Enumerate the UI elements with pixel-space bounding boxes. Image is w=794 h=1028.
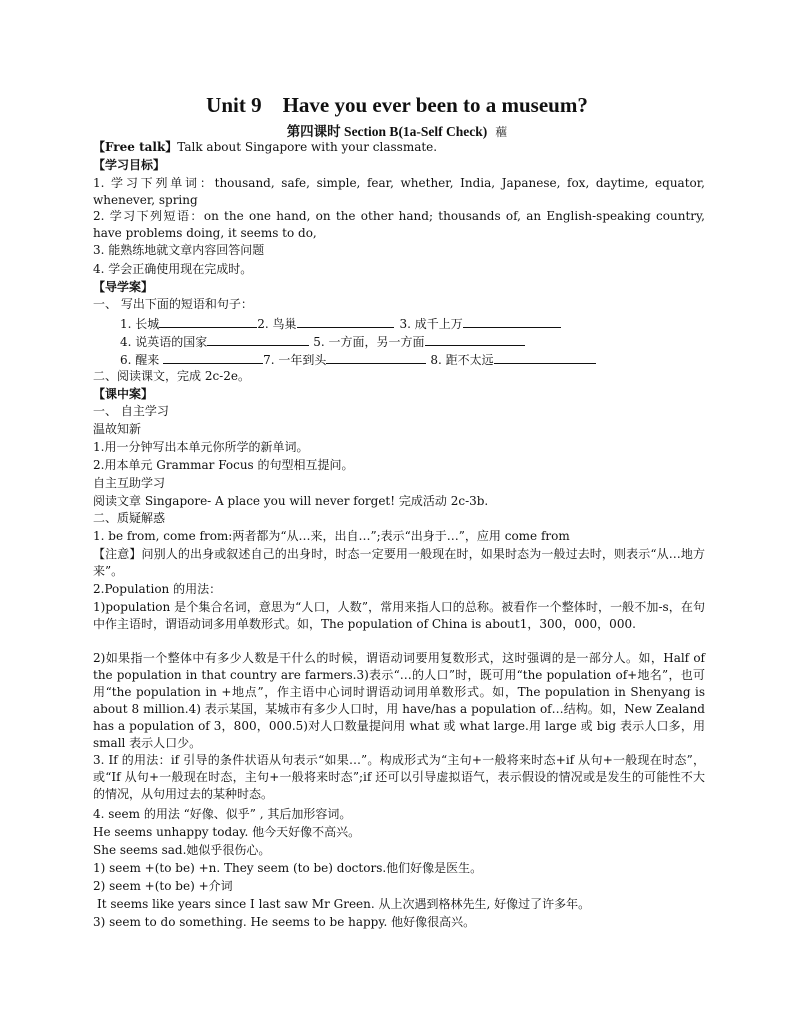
review-item: 1.用一分钟写出本单元你所学的新单词。 — [93, 440, 309, 454]
answer-blank[interactable] — [207, 332, 309, 346]
answer-blank[interactable] — [163, 350, 263, 364]
note: 【注意】问别人的出身或叙述自己的出身时，时态一定要用一般现在时，如果时态为一般过去时，则表示“从…地方来”。 — [93, 547, 705, 578]
exercise-row — [120, 332, 732, 351]
answer-blank[interactable] — [425, 332, 525, 346]
point-2-paragraph-2: 2)如果指一个整体中有多少人数是干什么的时候，谓语动词要用复数形式，这时强调的是一部分人。如，Half of the population in that country are farmers.3)表示“…的人口”时，既可用“the population of+地名”，也可用“the population in +地点”，作主语中心词时谓语动词用单数形式。如，The population in Shenyang is about 8 million.4) 表示某国，某城市有多少人口时，用 have/has a population of…结构。如，New Zealand has a population of 3，800，000.5)对人口数量提问用 what 或 what large.用 large 或 big 表示人口多，用 small 表示人口少。 — [93, 651, 705, 750]
answer-blank[interactable] — [159, 314, 257, 328]
example-line: He seems unhappy today. 他今天好像不高兴。 — [93, 825, 361, 839]
point-1: 1. be from, come from:两者都为“从…来，出自…”;表示“出身于…”，应用 come from — [93, 529, 570, 543]
example-line: 3) seem to do something. He seems to be happy. 他好像很高兴。 — [93, 915, 476, 929]
coop-text: 阅读文章 Singapore- A place you will never forget! 完成活动 2c-3b. — [93, 494, 489, 508]
free-talk-label: 【Free talk】 — [93, 140, 178, 154]
exercise-item: 8. 距不太远 — [430, 353, 494, 367]
lesson-subtitle — [0, 120, 794, 140]
point-4-title: 4. seem 的用法 “好像、似乎” , 其后加形容词。 — [93, 807, 352, 821]
class-heading: 【课中案】 — [93, 387, 154, 401]
exercise-item: 2. 鸟巢 — [257, 317, 297, 331]
lesson-subtitle-text: 第四课时 Section B(1a-Self Check) — [286, 124, 488, 139]
answer-blank[interactable] — [463, 314, 561, 328]
coop-label: 自主互助学习 — [93, 476, 166, 490]
free-talk — [93, 139, 705, 156]
point-2-title: 2.Population 的用法： — [93, 582, 222, 596]
exercise-item: 7. 一年到头 — [263, 353, 327, 367]
objective-item: 3. 能熟练地就文章内容回答问题 — [93, 243, 265, 257]
guide-heading: 【导学案】 — [93, 280, 154, 294]
exercise-row — [120, 350, 732, 369]
objective-item: 2. 学习下列短语：on the one hand, on the other hand; thousands of, an English-speaking country, have problems doing, it seems to do, — [93, 209, 705, 240]
free-talk-text: Talk about Singapore with your classmate. — [177, 140, 438, 154]
class-section-1: 一、 自主学习 — [93, 404, 169, 418]
exercise-item: 3. 成千上万 — [399, 317, 463, 331]
answer-blank[interactable] — [326, 350, 426, 364]
point-2-paragraph-1: 1)population 是个集合名词，意思为“人口，人数”，常用来指人口的总称。被看作一个整体时，一般不加-s，在句中作主语时，谓语动词多用单数形式。如，The population of China is about1，300，000，000. — [93, 600, 705, 631]
guide-section-1: 一、 写出下面的短语和句子： — [93, 297, 253, 311]
exercise-row — [120, 314, 732, 333]
example-line: 1) seem +(to be) +n. They seem (to be) doctors.他们好像是医生。 — [93, 861, 483, 875]
class-section-2: 二、质疑解惑 — [93, 511, 166, 525]
example-line: It seems like years since I last saw Mr Green. 从上次遇到格林先生, 好像过了许多年。 — [97, 897, 591, 911]
unit-title: Unit 9 Have you ever been to a museum? — [206, 93, 588, 117]
objective-item: 1. 学习下列单词：thousand, safe, simple, fear, whether, India, Japanese, fox, daytime, equator, whenever, spring — [93, 176, 705, 207]
exercise-item: 1. 长城 — [120, 317, 160, 331]
review-label: 温故知新 — [93, 422, 142, 436]
exercise-item: 4. 说英语的国家 — [120, 335, 208, 349]
answer-blank[interactable] — [494, 350, 596, 364]
exercise-item: 6. 醒来 — [120, 353, 164, 367]
objective-item: 4. 学会正确使用现在完成时。 — [93, 262, 253, 276]
example-line: 2) seem +(to be) +介词 — [93, 879, 233, 893]
guide-section-2: 二、阅读课文，完成 2c-2e。 — [93, 369, 250, 383]
exercise-item: 5. 一方面，另一方面 — [313, 335, 425, 349]
example-line: She seems sad.她似乎很伤心。 — [93, 843, 271, 857]
review-item: 2.用本单元 Grammar Focus 的句型相互提问。 — [93, 458, 354, 472]
point-3: 3. If 的用法：if 引导的条件状语从句表示“如果…”。构成形式为“主句+一般将来时态+if 从句+一般现在时态”，或“If 从句+一般现在时态，主句+一般将来时态”;if 还可以引导虚拟语气，表示假设的情况或是发生的可能性不大的情况，从句用过去的某种时态。 — [93, 753, 705, 801]
objectives-heading: 【学习目标】 — [93, 158, 166, 172]
subtitle-mark: 藲 — [495, 125, 508, 139]
answer-blank[interactable] — [297, 314, 394, 328]
